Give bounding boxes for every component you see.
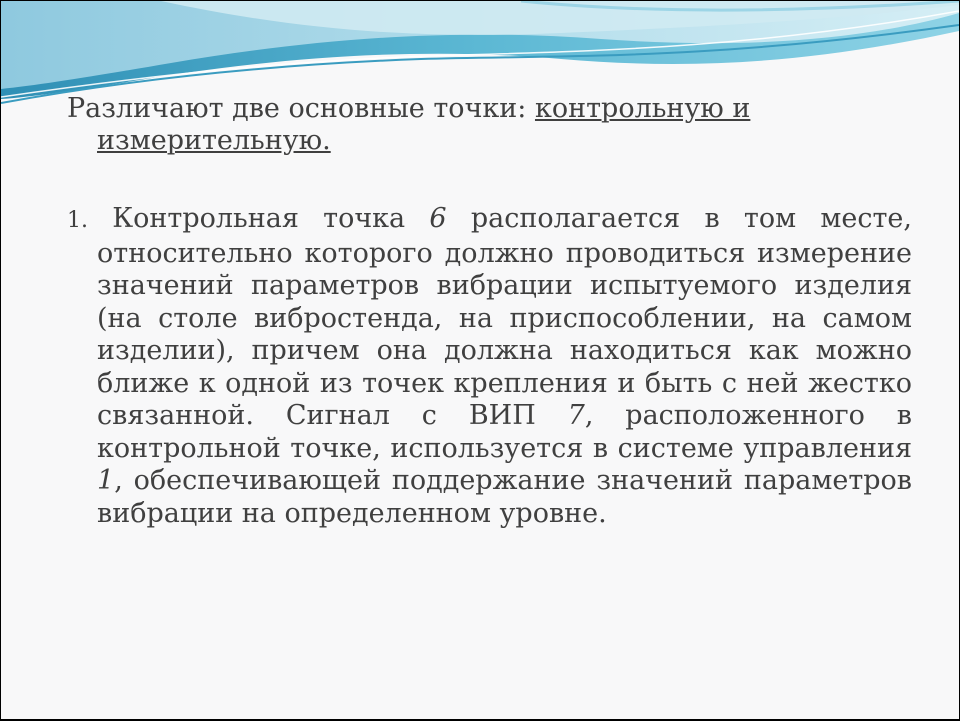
- item-text-segment-4: , обеспечивающей поддержание значений параметров вибрации на определенном уровне.: [97, 465, 912, 529]
- list-item-number: 1.: [67, 208, 88, 233]
- list-item-1: [67, 203, 912, 530]
- item-text-segment-2: располагается в том месте, относительно которого должно проводиться измерение значений параметров вибрации испытуемого изделия (на столе вибростенда, на приспособлении, на самом изделии), причем она должна находиться как можно ближе к одной из точек крепления и быть с ней жестко связанной. Сигнал с ВИП: [97, 203, 912, 431]
- intro-paragraph: [67, 93, 912, 157]
- slide: [1, 1, 959, 719]
- intro-lead: Различают две основные точки:: [67, 93, 535, 124]
- item-text-segment-3: , расположенного в контрольной точке, используется в системе управления: [97, 400, 913, 464]
- reference-number-6: 6: [429, 203, 447, 234]
- text-content: [67, 93, 912, 530]
- item-text-segment-1: Контрольная точка: [88, 203, 430, 234]
- intro-underlined-terms: контрольную и измерительную.: [97, 93, 751, 156]
- reference-number-7: 7: [567, 400, 585, 431]
- reference-number-1: 1: [97, 465, 115, 496]
